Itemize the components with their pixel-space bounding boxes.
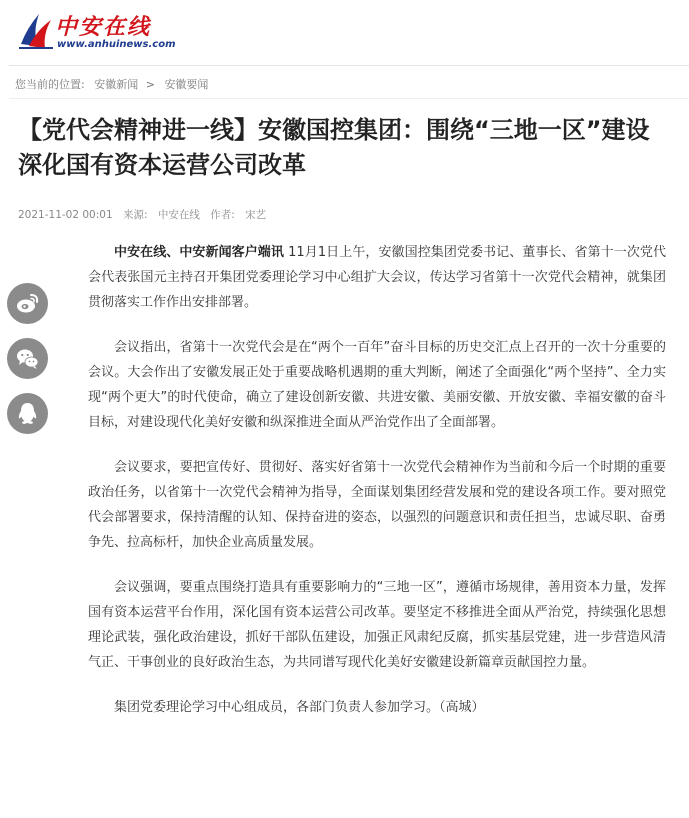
breadcrumb-link-anhui-news[interactable]: 安徽新闻 xyxy=(94,78,139,91)
article-paragraph: 会议强调，要重点围绕打造具有重要影响力的“三地一区”，遵循市场规律，善用资本力量，发挥国有资本运营平台作用，深化国有资本运营公司改革。要坚定不移推进全面从严治党，持续强化思想理论武装，强化政治建设，抓好干部队伍建设，加强正风肃纪反腐，抓实基层党建，进一步营造风清气正、干事创业的良好政治生态，为共同谱写现代化美好安徽建设新篇章贡献国控力量。 xyxy=(88,580,666,670)
author-label: 作者: xyxy=(210,209,235,221)
weibo-icon xyxy=(15,291,40,316)
logo-title: 中安在线 xyxy=(55,15,152,40)
breadcrumb-separator: > xyxy=(145,78,155,91)
site-header xyxy=(0,0,689,62)
breadcrumb-divider xyxy=(9,98,689,99)
article-meta xyxy=(18,207,273,222)
article-author: 宋艺 xyxy=(245,209,267,221)
breadcrumb-prefix: 您当前的位置: xyxy=(15,78,85,91)
paragraph-text: 11月1日上午，安徽国控集团党委书记、董事长、省第十一次党代会代表张国元主持召开集团党委理论学习中心组扩大会议，传达学习省第十一次党代会精神，就集团贯彻落实工作作出安排部署。 xyxy=(88,245,666,310)
article-paragraph: 会议要求，要把宣传好、贯彻好、落实好省第十一次党代会精神作为当前和今后一个时期的重要政治任务，以省第十一次党代会精神为指导，全面谋划集团经营发展和党的建设各项工作。要对照党代会部署要求，保持清醒的认知、保持奋进的姿态，以强烈的问题意识和责任担当，忠诚尽职、奋勇争先、拉高标杆，加快企业高质量发展。 xyxy=(88,460,666,550)
share-weibo-button[interactable] xyxy=(7,283,48,324)
article-source: 中安在线 xyxy=(157,209,200,221)
article-body xyxy=(88,240,666,740)
source-label: 来源: xyxy=(122,209,148,221)
wechat-icon xyxy=(15,346,40,371)
share-qq-button[interactable] xyxy=(7,393,48,434)
header-divider xyxy=(9,65,689,66)
breadcrumb-link-anhui-headlines[interactable]: 安徽要闻 xyxy=(164,78,209,91)
article-lead: 中安在线、中安新闻客户端讯 xyxy=(114,245,284,260)
logo-emblem-icon xyxy=(17,6,55,50)
article-paragraph: 集团党委理论学习中心组成员，各部门负责人参加学习。（高城） xyxy=(114,700,485,715)
logo-url: www.anhuinews.com xyxy=(57,39,176,50)
article-paragraph: 会议指出，省第十一次党代会是在“两个一百年”奋斗目标的历史交汇点上召开的一次十分重要的会议。大会作出了安徽发展正处于重要战略机遇期的重大判断，阐述了全面强化“两个坚持”、全力实现“两个更大”的时代使命，确立了建设创新安徽、共进安徽、美丽安徽、开放安徽、幸福安徽的奋斗目标，对建设现代化美好安徽和纵深推进全面从严治党作出了全面部署。 xyxy=(88,340,666,430)
article-paragraph xyxy=(88,240,666,315)
breadcrumb xyxy=(15,76,208,92)
article-title: 【党代会精神进一线】安徽国控集团：围绕“三地一区”建设 深化国有资本运营公司改革 xyxy=(18,116,650,179)
article-date: 2021-11-02 00:01 xyxy=(18,209,113,221)
site-logo[interactable] xyxy=(17,6,176,58)
qq-icon xyxy=(15,401,40,426)
share-wechat-button[interactable] xyxy=(7,338,48,379)
